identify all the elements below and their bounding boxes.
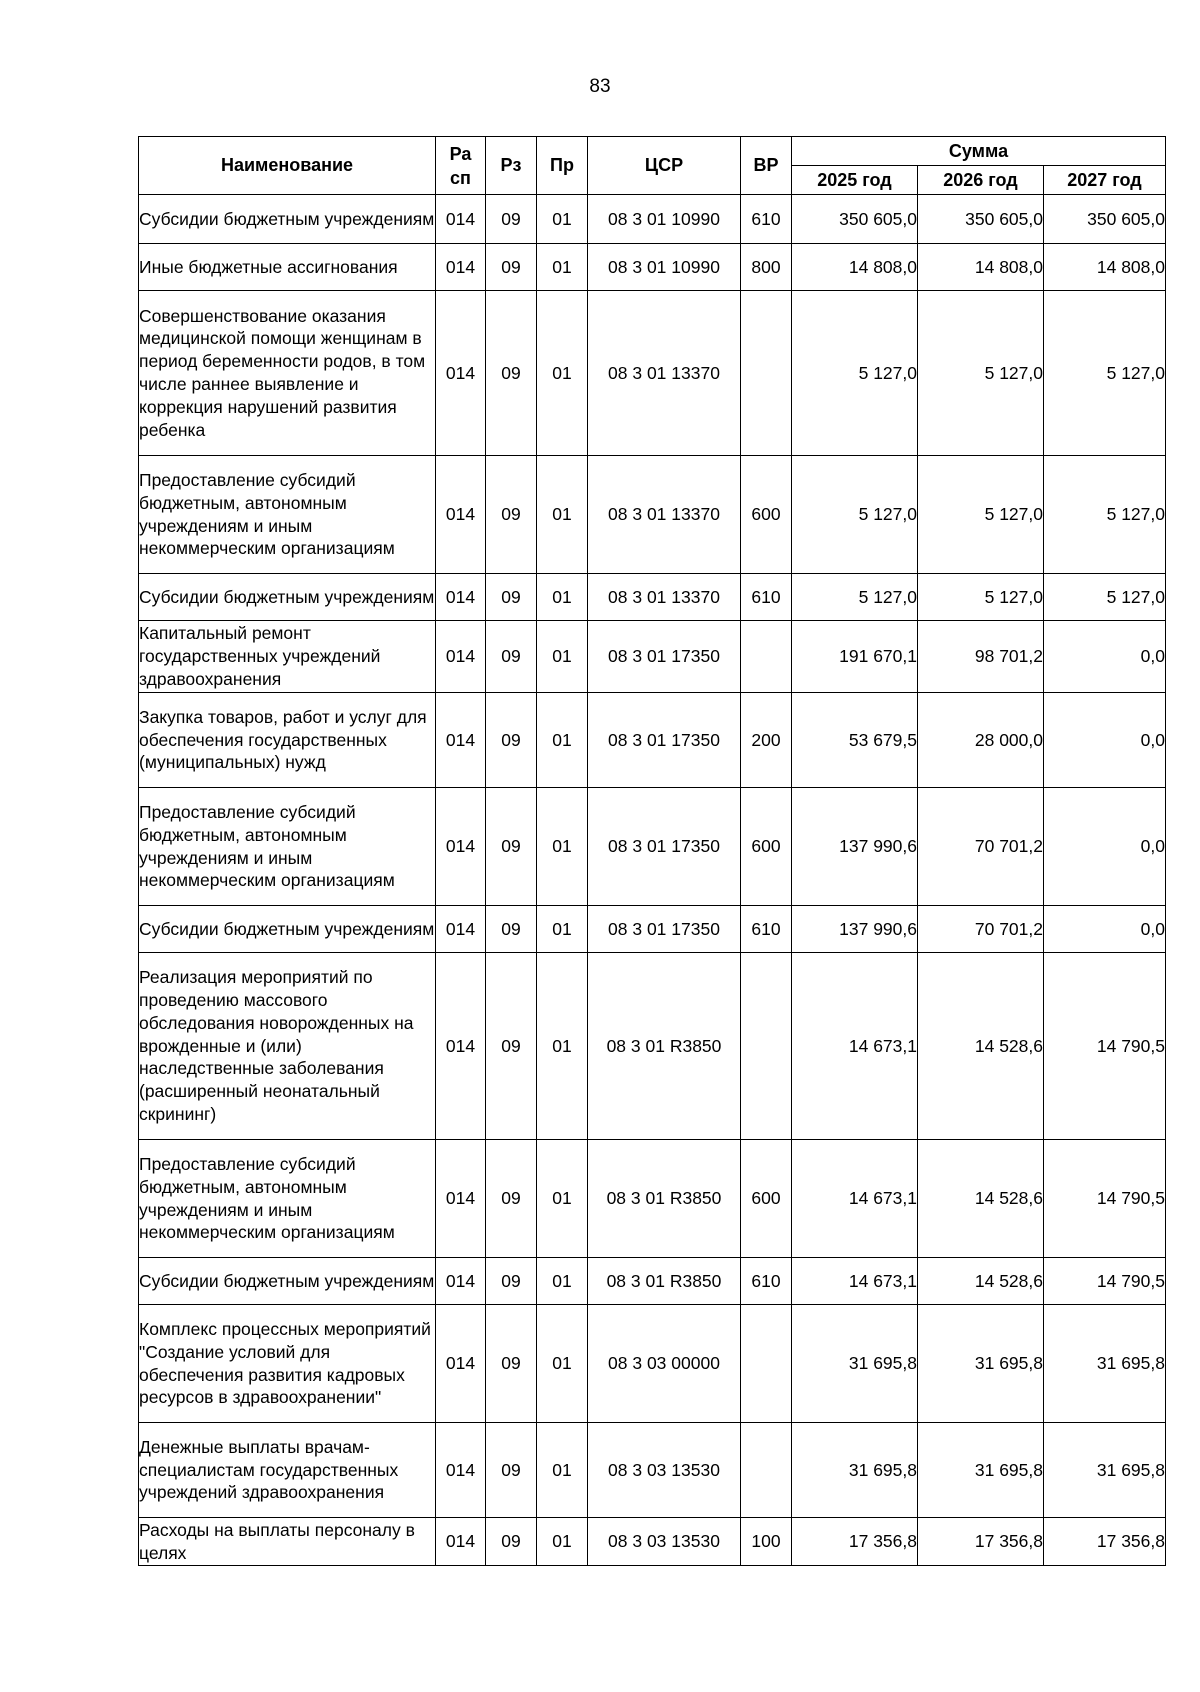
row-csr: 08 3 03 13530 [588,1423,741,1518]
row-name: Иные бюджетные ассигнования [139,244,436,291]
row-pr: 01 [537,1423,588,1518]
row-rz: 09 [486,291,537,456]
row-vr: 600 [741,456,792,574]
row-pr: 01 [537,953,588,1140]
row-csr: 08 3 01 13370 [588,574,741,621]
table-row [139,906,1166,953]
row-name: Комплекс процессных мероприятий "Создание условий для обеспечения развития кадровых ресурсов в здравоохранении" [139,1305,436,1423]
row-2025: 14 808,0 [792,244,918,291]
row-csr: 08 3 01 17350 [588,906,741,953]
table-body [139,195,1166,1566]
row-name: Капитальный ремонт государственных учреждений здравоохранения [139,621,436,693]
header-vr: ВР [741,137,792,195]
row-vr: 800 [741,244,792,291]
row-vr: 200 [741,693,792,788]
row-rz: 09 [486,574,537,621]
row-2026: 70 701,2 [918,788,1044,906]
row-2025: 14 673,1 [792,953,918,1140]
page-number: 83 [589,76,611,97]
row-rasp: 014 [436,195,486,244]
row-csr: 08 3 01 17350 [588,788,741,906]
row-2025: 5 127,0 [792,456,918,574]
row-rasp: 014 [436,1258,486,1305]
row-2026: 70 701,2 [918,906,1044,953]
row-2026: 28 000,0 [918,693,1044,788]
row-2027: 31 695,8 [1044,1423,1166,1518]
row-2027: 0,0 [1044,621,1166,693]
row-vr: 610 [741,1258,792,1305]
row-rz: 09 [486,244,537,291]
row-2026: 350 605,0 [918,195,1044,244]
row-rz: 09 [486,1518,537,1566]
header-rasp-text: Ра сп [449,143,472,188]
header-name: Наименование [139,137,436,195]
row-rasp: 014 [436,953,486,1140]
header-rz: Рз [486,137,537,195]
row-name: Предоставление субсидий бюджетным, автономным учреждениям и иным некоммерческим организациям [139,456,436,574]
row-2027: 0,0 [1044,906,1166,953]
row-rasp: 014 [436,1140,486,1258]
row-vr [741,291,792,456]
row-vr: 610 [741,195,792,244]
row-2025: 31 695,8 [792,1305,918,1423]
row-csr: 08 3 01 13370 [588,291,741,456]
row-2027: 5 127,0 [1044,456,1166,574]
row-2025: 137 990,6 [792,906,918,953]
row-pr: 01 [537,693,588,788]
table-row [139,244,1166,291]
row-2026: 5 127,0 [918,291,1044,456]
header-csr: ЦСР [588,137,741,195]
row-csr: 08 3 03 13530 [588,1518,741,1566]
row-name: Реализация мероприятий по проведению массового обследования новорожденных на врожденные и (или) наследственные заболевания (расширенный неонатальный скрининг) [139,953,436,1140]
header-2027: 2027 год [1044,166,1166,195]
row-vr: 610 [741,574,792,621]
row-rz: 09 [486,1258,537,1305]
row-name: Расходы на выплаты персоналу в целях [139,1518,436,1566]
header-sum: Сумма [792,137,1166,166]
row-2027: 350 605,0 [1044,195,1166,244]
row-pr: 01 [537,195,588,244]
row-2026: 14 808,0 [918,244,1044,291]
row-rasp: 014 [436,456,486,574]
row-rz: 09 [486,953,537,1140]
row-2025: 191 670,1 [792,621,918,693]
row-2025: 31 695,8 [792,1423,918,1518]
row-rz: 09 [486,788,537,906]
row-2027: 0,0 [1044,788,1166,906]
row-2025: 14 673,1 [792,1140,918,1258]
row-rz: 09 [486,693,537,788]
row-pr: 01 [537,1140,588,1258]
table-row [139,195,1166,244]
table-row [139,291,1166,456]
row-2026: 14 528,6 [918,1140,1044,1258]
row-csr: 08 3 01 R3850 [588,1258,741,1305]
row-vr [741,953,792,1140]
row-name: Субсидии бюджетным учреждениям [139,574,436,621]
row-rz: 09 [486,1140,537,1258]
row-2027: 31 695,8 [1044,1305,1166,1423]
budget-table [138,136,1166,1566]
row-2026: 31 695,8 [918,1305,1044,1423]
row-pr: 01 [537,291,588,456]
row-2025: 53 679,5 [792,693,918,788]
header-2026: 2026 год [918,166,1044,195]
table-row [139,1258,1166,1305]
row-csr: 08 3 03 00000 [588,1305,741,1423]
row-vr [741,621,792,693]
row-rasp: 014 [436,693,486,788]
row-2025: 350 605,0 [792,195,918,244]
row-2027: 14 790,5 [1044,953,1166,1140]
row-2027: 5 127,0 [1044,574,1166,621]
row-pr: 01 [537,1518,588,1566]
row-vr: 600 [741,1140,792,1258]
row-vr [741,1305,792,1423]
row-2027: 5 127,0 [1044,291,1166,456]
row-2026: 5 127,0 [918,456,1044,574]
row-name: Закупка товаров, работ и услуг для обеспечения государственных (муниципальных) нужд [139,693,436,788]
table-row [139,1305,1166,1423]
table-row [139,953,1166,1140]
row-2027: 0,0 [1044,693,1166,788]
row-2026: 14 528,6 [918,953,1044,1140]
row-rasp: 014 [436,1423,486,1518]
row-name: Предоставление субсидий бюджетным, автономным учреждениям и иным некоммерческим организациям [139,788,436,906]
row-2027: 14 790,5 [1044,1258,1166,1305]
row-2026: 5 127,0 [918,574,1044,621]
row-rasp: 014 [436,621,486,693]
row-rz: 09 [486,195,537,244]
table-row [139,788,1166,906]
row-vr [741,1423,792,1518]
row-name: Совершенствование оказания медицинской помощи женщинам в период беременности родов, в том числе раннее выявление и коррекция нарушений развития ребенка [139,291,436,456]
row-csr: 08 3 01 17350 [588,621,741,693]
row-2027: 14 790,5 [1044,1140,1166,1258]
row-pr: 01 [537,574,588,621]
row-2026: 17 356,8 [918,1518,1044,1566]
row-pr: 01 [537,1258,588,1305]
row-csr: 08 3 01 10990 [588,195,741,244]
row-2027: 17 356,8 [1044,1518,1166,1566]
table-row [139,456,1166,574]
row-name: Субсидии бюджетным учреждениям [139,1258,436,1305]
row-pr: 01 [537,1305,588,1423]
table-row [139,693,1166,788]
header-2025: 2025 год [792,166,918,195]
row-2026: 31 695,8 [918,1423,1044,1518]
row-csr: 08 3 01 R3850 [588,953,741,1140]
row-csr: 08 3 01 13370 [588,456,741,574]
row-rasp: 014 [436,1305,486,1423]
row-2025: 5 127,0 [792,574,918,621]
row-rasp: 014 [436,244,486,291]
row-pr: 01 [537,906,588,953]
row-rz: 09 [486,906,537,953]
header-pr: Пр [537,137,588,195]
row-pr: 01 [537,244,588,291]
row-name: Субсидии бюджетным учреждениям [139,906,436,953]
row-csr: 08 3 01 17350 [588,693,741,788]
row-2026: 14 528,6 [918,1258,1044,1305]
row-rz: 09 [486,1423,537,1518]
row-rasp: 014 [436,788,486,906]
row-rasp: 014 [436,574,486,621]
row-vr: 600 [741,788,792,906]
row-name: Субсидии бюджетным учреждениям [139,195,436,244]
table-header [139,137,1166,195]
row-2025: 17 356,8 [792,1518,918,1566]
table-row [139,1140,1166,1258]
row-name: Предоставление субсидий бюджетным, автономным учреждениям и иным некоммерческим организациям [139,1140,436,1258]
row-rasp: 014 [436,906,486,953]
row-rz: 09 [486,621,537,693]
row-2025: 5 127,0 [792,291,918,456]
row-pr: 01 [537,788,588,906]
header-rasp [436,137,486,195]
row-pr: 01 [537,456,588,574]
row-vr: 610 [741,906,792,953]
table-row [139,574,1166,621]
row-rasp: 014 [436,1518,486,1566]
row-name: Денежные выплаты врачам-специалистам государственных учреждений здравоохранения [139,1423,436,1518]
row-pr: 01 [537,621,588,693]
table-row [139,1518,1166,1566]
row-rz: 09 [486,456,537,574]
table-row [139,621,1166,693]
row-2027: 14 808,0 [1044,244,1166,291]
row-vr: 100 [741,1518,792,1566]
row-csr: 08 3 01 10990 [588,244,741,291]
row-2026: 98 701,2 [918,621,1044,693]
row-csr: 08 3 01 R3850 [588,1140,741,1258]
row-rasp: 014 [436,291,486,456]
table-row [139,1423,1166,1518]
row-2025: 137 990,6 [792,788,918,906]
row-2025: 14 673,1 [792,1258,918,1305]
row-rz: 09 [486,1305,537,1423]
